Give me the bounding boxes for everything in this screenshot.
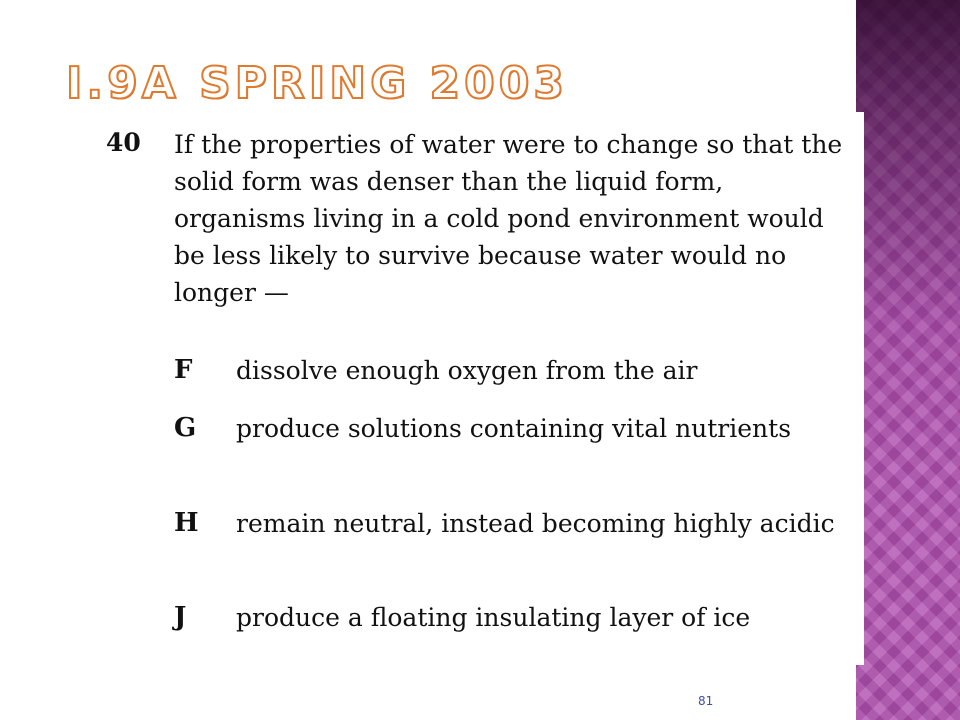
choice-text: produce a floating insulating layer of ice [236, 603, 751, 632]
question-image [96, 112, 864, 665]
choice-letter: G [174, 413, 197, 443]
question-stem: If the properties of water were to change so that the solid form was denser than the liquid form, organisms living in a cold pond environment would be less likely to survive because water would no longer — [174, 130, 843, 307]
choice-text: dissolve enough oxygen from the air [236, 356, 698, 385]
choice-letter: F [174, 355, 193, 385]
choice-letter: H [174, 508, 199, 538]
decorative-sidebar [856, 0, 960, 720]
page-number: 81 [698, 694, 714, 708]
question-number: 40 [106, 128, 141, 157]
choice-text: remain neutral, instead becoming highly acidic [236, 509, 835, 538]
slide-title: I.9A SPRING 2003 [66, 58, 568, 109]
choice-text: produce solutions containing vital nutrients [236, 414, 792, 443]
choice-letter: J [174, 602, 187, 632]
